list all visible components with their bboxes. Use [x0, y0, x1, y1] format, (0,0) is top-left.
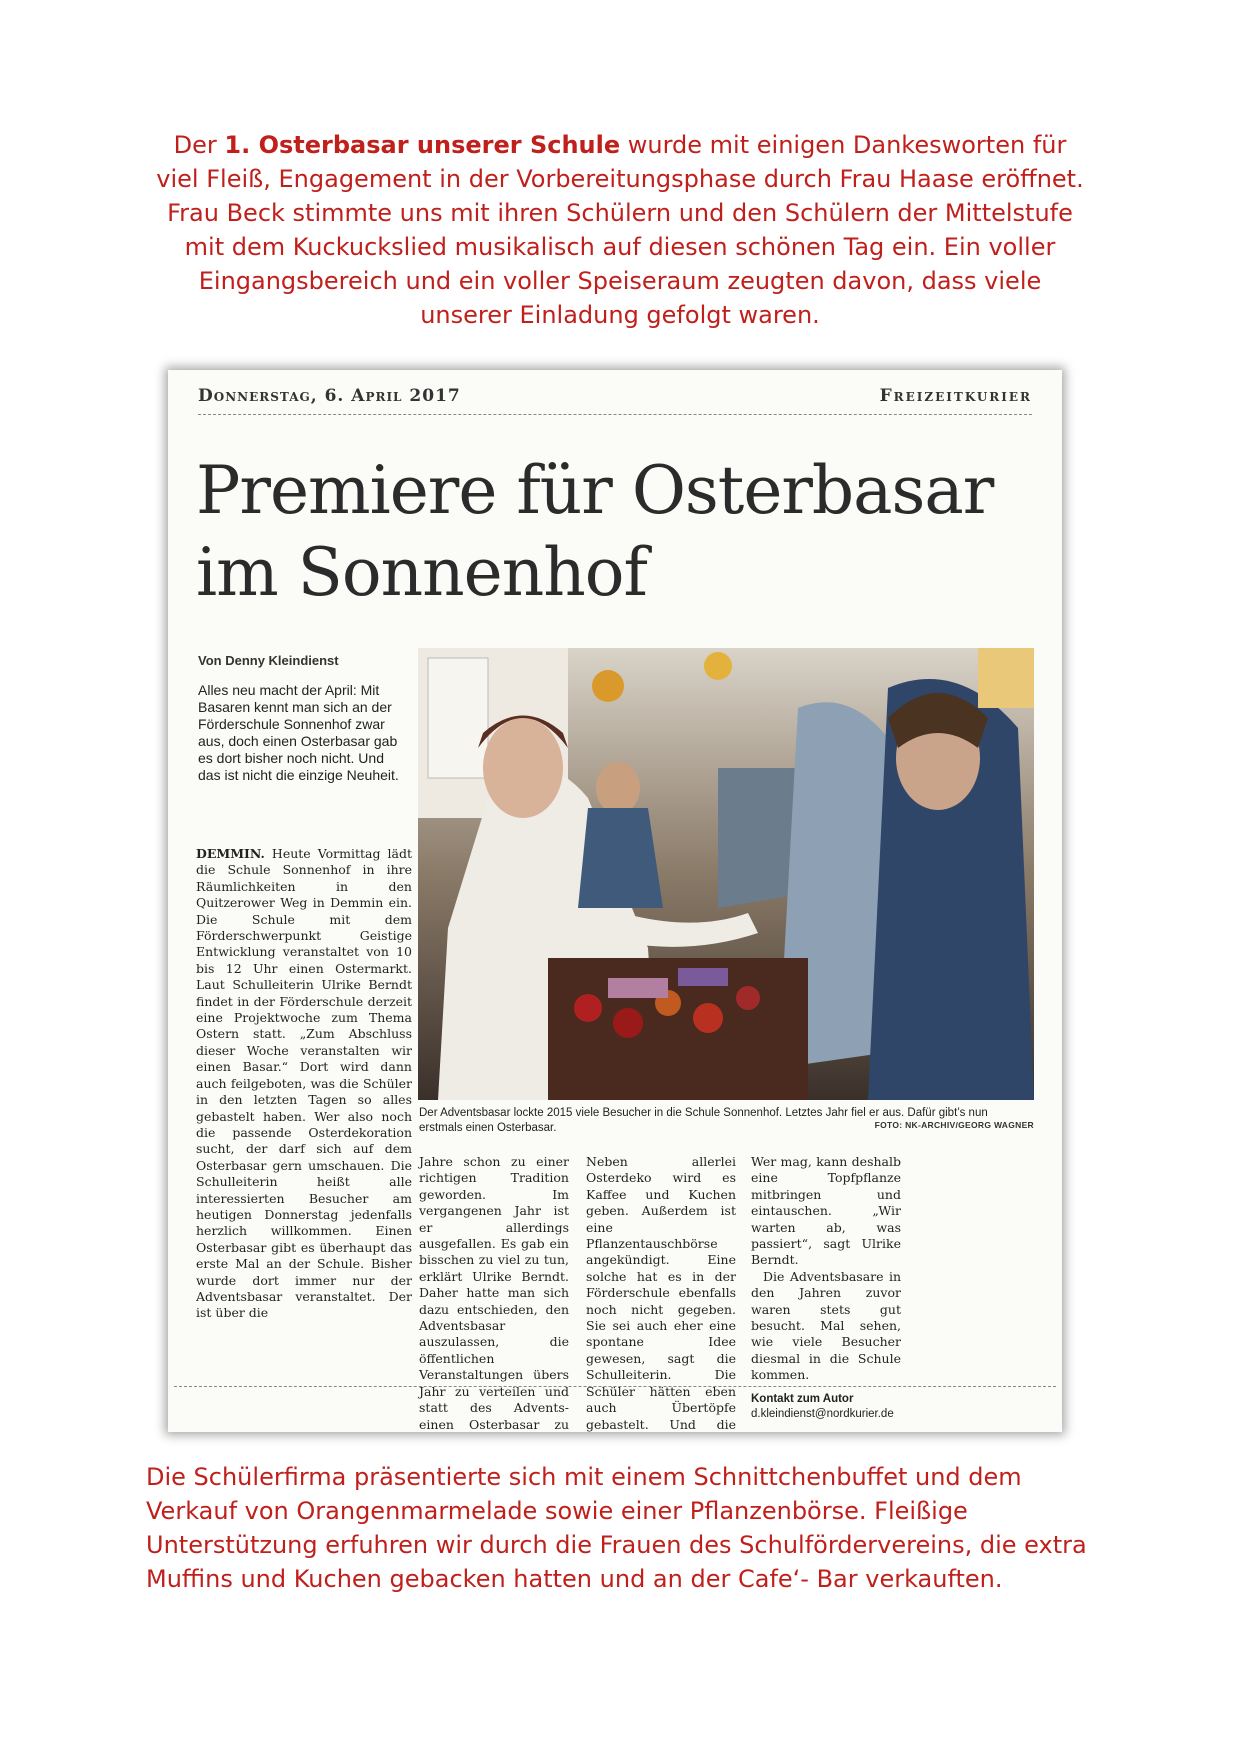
article-column-2: Jahre schon zu einer richtigen Tradition geworden. Im vergangenen Jahr ist er allerdings ausgefallen. Es gab ein bisschen zu viel zu tun, erklärt Ulrike Berndt. Daher hatte man sich dazu entschieden, den Adventsbasar auszulassen, die öffentlichen Veranstaltungen übers Jahr zu verteilen und statt des Advents- einen Osterbasar zu	[419, 1154, 569, 1432]
column-4-text: Wer mag, kann deshalb eine Topfpflanze mitbringen und eintauschen. „Wir warten ab, was passiert“, sagt Ulrike Berndt.	[751, 1154, 901, 1268]
contact-email: d.kleindienst@nordkurier.de	[751, 1407, 894, 1420]
clipping-byline: Von Denny Kleindienst	[198, 653, 339, 668]
photo-illustration	[418, 648, 1034, 1100]
article-photo	[418, 648, 1034, 1100]
masthead-divider	[198, 414, 1032, 415]
intro-text-start: Der	[173, 131, 225, 159]
clipping-lead: Alles neu macht der April: Mit Basaren kennt man sich an der Förderschule Sonnenhof zwar aus, doch einen Osterbasar gab es dort bisher noch nicht. Und das ist nicht die einzige Neuheit.	[198, 682, 399, 783]
article-column-3: Neben allerlei Osterdeko wird es Kaffee und Kuchen geben. Außerdem ist eine Pflanzentauschbörse angekündigt. Eine solche hat es in der Förderschule ebenfalls noch nicht gegeben. Sie sei auch eher eine spontane Idee gewesen, sagt die Schulleiterin. Die Schüler hätten eben auch Übertöpfe gebastelt. Und die	[586, 1154, 736, 1432]
clipping-masthead	[198, 386, 1032, 412]
clipping-headline	[196, 450, 1036, 614]
column-4-text-b: Die Adventsbasare in den Jahren zuvor waren stets gut besucht. Mal sehen, wie viele Besucher diesmal in die Schule kommen.	[751, 1268, 901, 1383]
intro-highlight: 1. Osterbasar unserer Schule	[224, 131, 621, 159]
headline-line-1: Premiere für Osterbasar	[196, 452, 994, 529]
newspaper-clipping	[168, 370, 1062, 1432]
clipping-bottom-divider	[174, 1386, 1056, 1387]
contact-title: Kontakt zum Autor	[751, 1392, 854, 1405]
clipping-paper-name: Freizeitkurier	[879, 386, 1032, 406]
clipping-date: Donnerstag, 6. April 2017	[198, 386, 461, 406]
headline-line-2: im Sonnenhof	[196, 534, 647, 611]
photo-credit: FOTO: NK-ARCHIV/GEORG WAGNER	[874, 1120, 1034, 1130]
outro-paragraph: Die Schülerfirma präsentierte sich mit einem Schnittchenbuffet und dem Verkauf von Orangenmarmelade sowie einer Pflanzenbörse. Fleißige Unterstützung erfuhren wir durch die Frauen des Schulfördervereins, die extra Muffins und Kuchen gebacken hatten und an der Cafe‘- Bar verkauften.	[146, 1463, 1087, 1593]
photo-caption: Der Adventsbasar lockte 2015 viele Besucher in die Schule Sonnenhof. Letztes Jahr fiel er aus. Dafür gibt’s nun erstmals einen Osterbasar.	[419, 1107, 988, 1134]
dateline: DEMMIN.	[196, 846, 265, 861]
column-1-text: Heute Vormittag lädt die Schule Sonnenhof in ihre Räumlichkeiten in den Quitzerower Weg in Demmin ein. Die Schule mit dem Förderschwerpunkt Geistige Entwicklung veranstaltet von 10 bis 12 Uhr einen Ostermarkt. Laut Schulleiterin Ulrike Berndt findet in der Förderschule derzeit eine Projektwoche zum Thema Ostern statt. „Zum Abschluss dieser Woche veranstalten wir einen Basar.“ Dort wird dann auch feilgeboten, was die Schüler in den letzten Tagen so alles gebastelt haben. Wer also noch die passende Osterdekoration sucht, der darf sich auf dem Osterbasar gern umschauen. Die Schulleiterin heißt alle interessierten Besucher am heutigen Donnerstag jedenfalls herzlich willkommen. Einen Osterbasar gibt es überhaupt das erste Mal an der Schule. Bisher wurde dort immer nur der Adventsbasar veranstaltet. Der ist über die	[196, 846, 412, 1321]
article-column-1	[196, 846, 412, 1322]
intro-paragraph	[150, 128, 1090, 332]
intro-text-rest: wurde mit einigen Dankesworten für viel Fleiß, Engagement in der Vorbereitungsphase durch Frau Haase eröffnet. Frau Beck stimmte uns mit ihren Schülern und den Schülern der Mittelstufe mit dem Kuckuckslied musikalisch auf diesen schönen Tag ein. Ein voller Eingangsbereich und ein voller Speiseraum zeugten davon, dass viele unserer Einladung gefolgt waren.	[156, 131, 1084, 329]
author-contact	[751, 1392, 901, 1422]
article-column-4	[751, 1154, 901, 1422]
